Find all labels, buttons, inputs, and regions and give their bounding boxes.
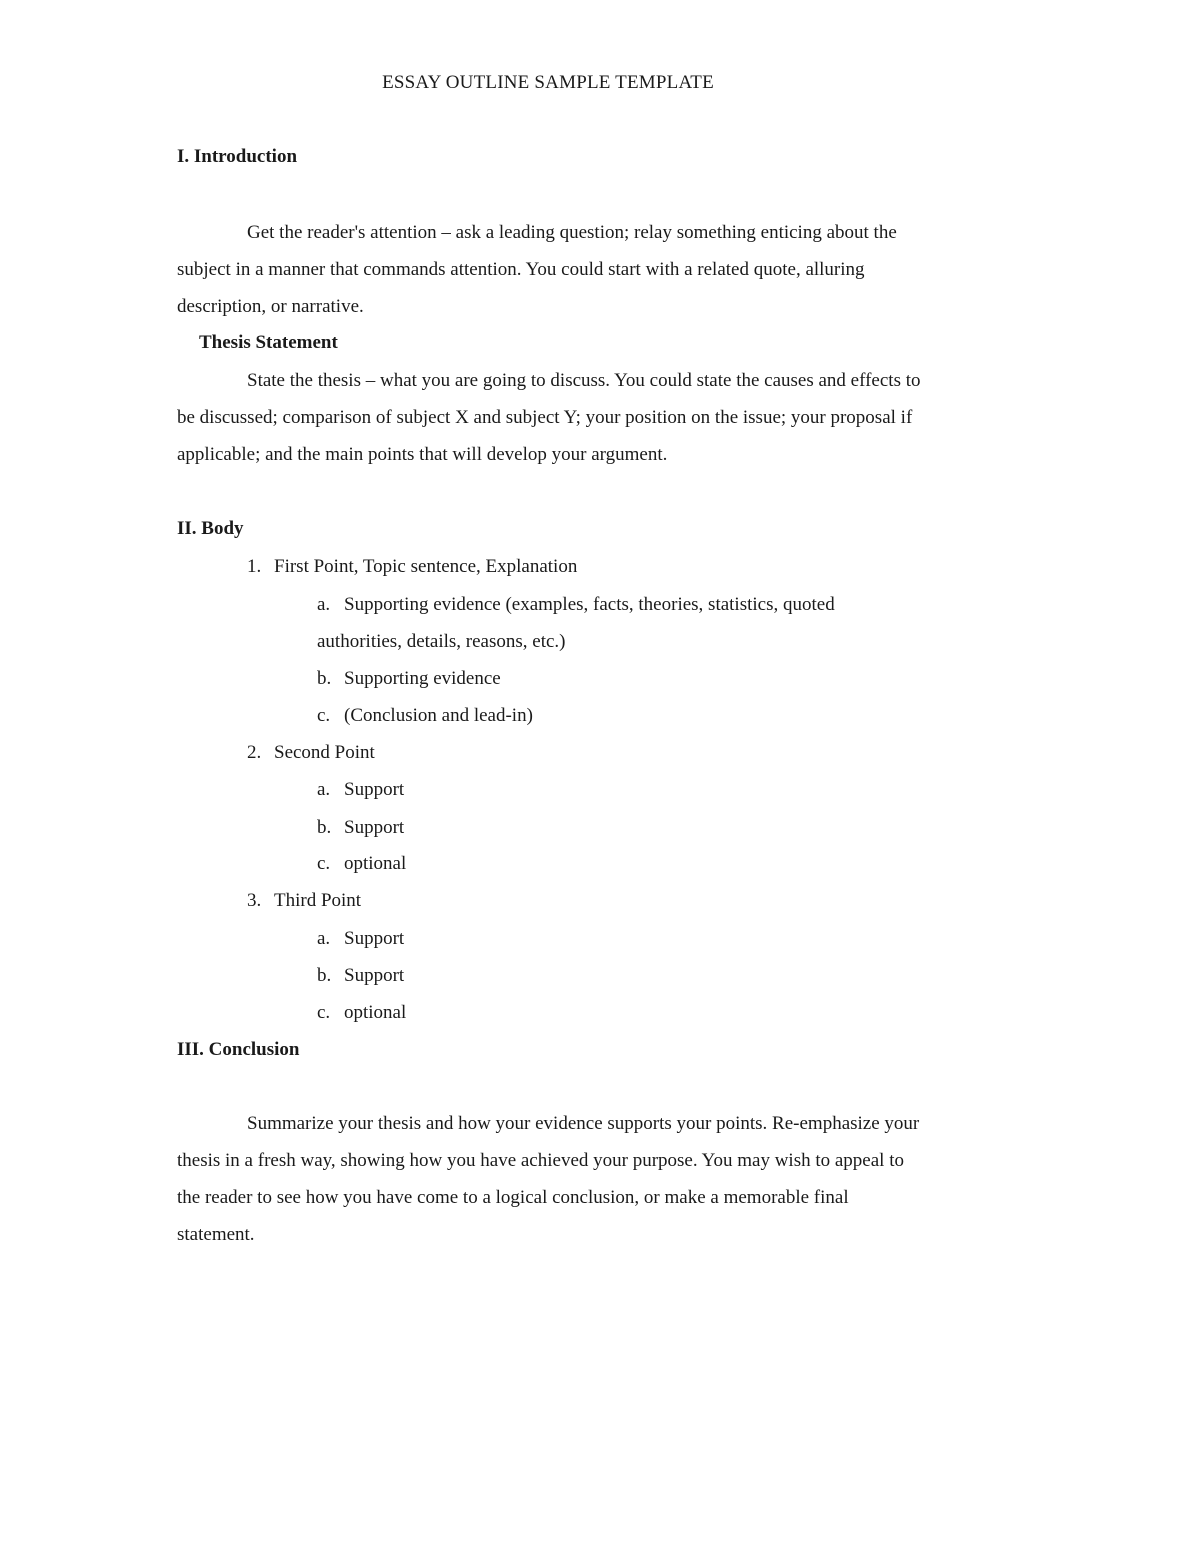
subpoint-marker: a. bbox=[317, 928, 331, 949]
outline-point bbox=[247, 882, 361, 919]
conclusion-heading: III. Conclusion bbox=[177, 1039, 300, 1060]
point-label: Second Point bbox=[274, 742, 375, 763]
thesis-statement-heading: Thesis Statement bbox=[199, 332, 338, 353]
point-label: First Point, Topic sentence, Explanation bbox=[274, 556, 578, 577]
subpoint-marker: a. bbox=[317, 779, 331, 800]
subpoint-label: (Conclusion and lead-in) bbox=[344, 705, 533, 726]
point-label: Third Point bbox=[274, 890, 362, 911]
conclusion-paragraph: Summarize your thesis and how your evidence supports your points. Re-emphasize your thesis in a fresh way, showing how you have achieved your purpose. You may wish to appeal to the reader to see how you have come to a logical conclusion, or make a memorable final statement. bbox=[177, 1113, 920, 1245]
subpoint-label: Supporting evidence bbox=[344, 668, 501, 689]
outline-point bbox=[247, 548, 577, 585]
outline-subpoint bbox=[317, 809, 404, 846]
subpoint-marker: c. bbox=[317, 705, 331, 726]
subpoint-label: Support bbox=[344, 817, 405, 838]
outline-subpoint bbox=[317, 660, 501, 697]
thesis-paragraph: State the thesis – what you are going to discuss. You could state the causes and effects to be discussed; comparison of subject X and subject Y; your position on the issue; your proposal if applicable; and the main points that will develop your argument. bbox=[177, 370, 921, 465]
point-marker: 3. bbox=[247, 890, 262, 911]
subpoint-label: optional bbox=[344, 853, 407, 874]
body-heading: II. Body bbox=[177, 518, 244, 539]
document-title: ESSAY OUTLINE SAMPLE TEMPLATE bbox=[382, 72, 714, 93]
subpoint-marker: c. bbox=[317, 1002, 331, 1023]
introduction-heading: I. Introduction bbox=[177, 146, 298, 167]
subpoint-marker: a. bbox=[317, 594, 331, 615]
outline-subpoint bbox=[317, 697, 533, 734]
outline-subpoint bbox=[317, 994, 406, 1031]
point-marker: 1. bbox=[247, 556, 262, 577]
subpoint-label: optional bbox=[344, 1002, 407, 1023]
subpoint-marker: b. bbox=[317, 965, 332, 986]
subpoint-marker: b. bbox=[317, 668, 332, 689]
subpoint-label: Support bbox=[344, 779, 405, 800]
subpoint-label: Support bbox=[344, 928, 405, 949]
point-marker: 2. bbox=[247, 742, 262, 763]
outline-point bbox=[247, 734, 375, 771]
subpoint-marker: c. bbox=[317, 853, 331, 874]
subpoint-label: Supporting evidence (examples, facts, theories, statistics, quoted authorities, details, reasons, etc.) bbox=[317, 594, 835, 652]
introduction-paragraph: Get the reader's attention – ask a leading question; relay something enticing about the subject in a manner that commands attention. You could start with a related quote, alluring description, or narrative. bbox=[177, 222, 897, 317]
subpoint-label: Support bbox=[344, 965, 405, 986]
subpoint-marker: b. bbox=[317, 817, 332, 838]
outline-subpoint bbox=[317, 845, 406, 882]
outline-subpoint bbox=[317, 920, 404, 957]
outline-subpoint bbox=[317, 771, 404, 808]
outline-subpoint bbox=[317, 957, 404, 994]
outline-subpoint bbox=[317, 586, 917, 660]
